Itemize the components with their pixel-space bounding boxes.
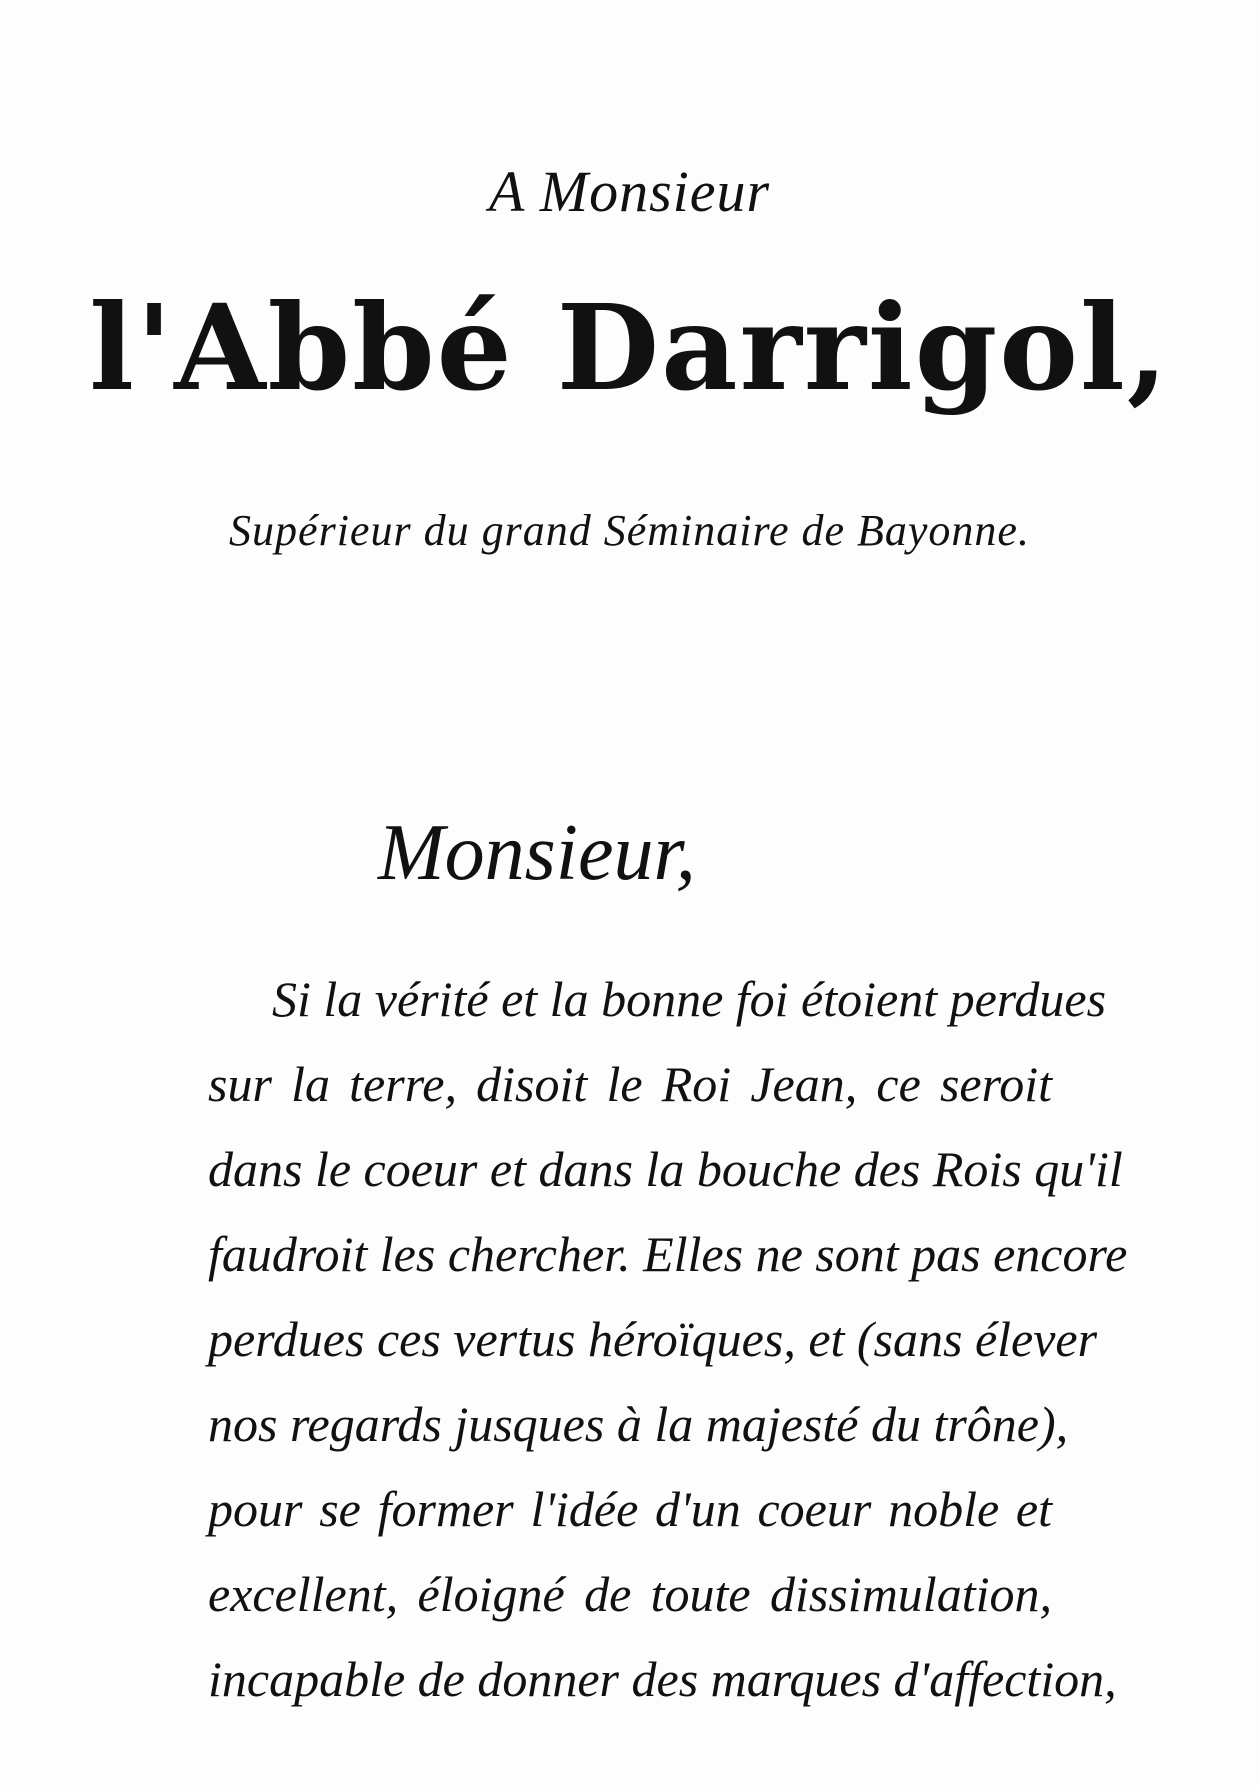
body-line: pour se former l'idée d'un coeur noble et <box>208 1481 1052 1537</box>
body-line: nos regards jusques à la majesté du trône), <box>208 1396 1069 1452</box>
body-line: perdues ces vertus héroïques, et (sans élever <box>208 1311 1098 1367</box>
recipient-name: l'Abbé Darrigol, <box>89 278 1170 417</box>
body-line: dans le coeur et dans la bouche des Rois qu'il <box>208 1141 1123 1197</box>
body-line: Si la vérité et la bonne foi étoient perdues <box>272 971 1107 1027</box>
body-line: faudroit les chercher. Elles ne sont pas encore <box>208 1226 1128 1282</box>
body-line: incapable de donner des marques d'affection, <box>208 1651 1117 1707</box>
letter-body <box>0 970 1259 1710</box>
body-line: excellent, éloigné de toute dissimulation, <box>208 1566 1052 1622</box>
body-line: sur la terre, disoit le Roi Jean, ce seroit <box>208 1056 1052 1112</box>
salutation: Monsieur, <box>378 809 696 897</box>
recipient-title: Supérieur du grand Séminaire de Bayonne. <box>229 506 1030 555</box>
address-line-a-monsieur: A Monsieur <box>488 159 771 224</box>
